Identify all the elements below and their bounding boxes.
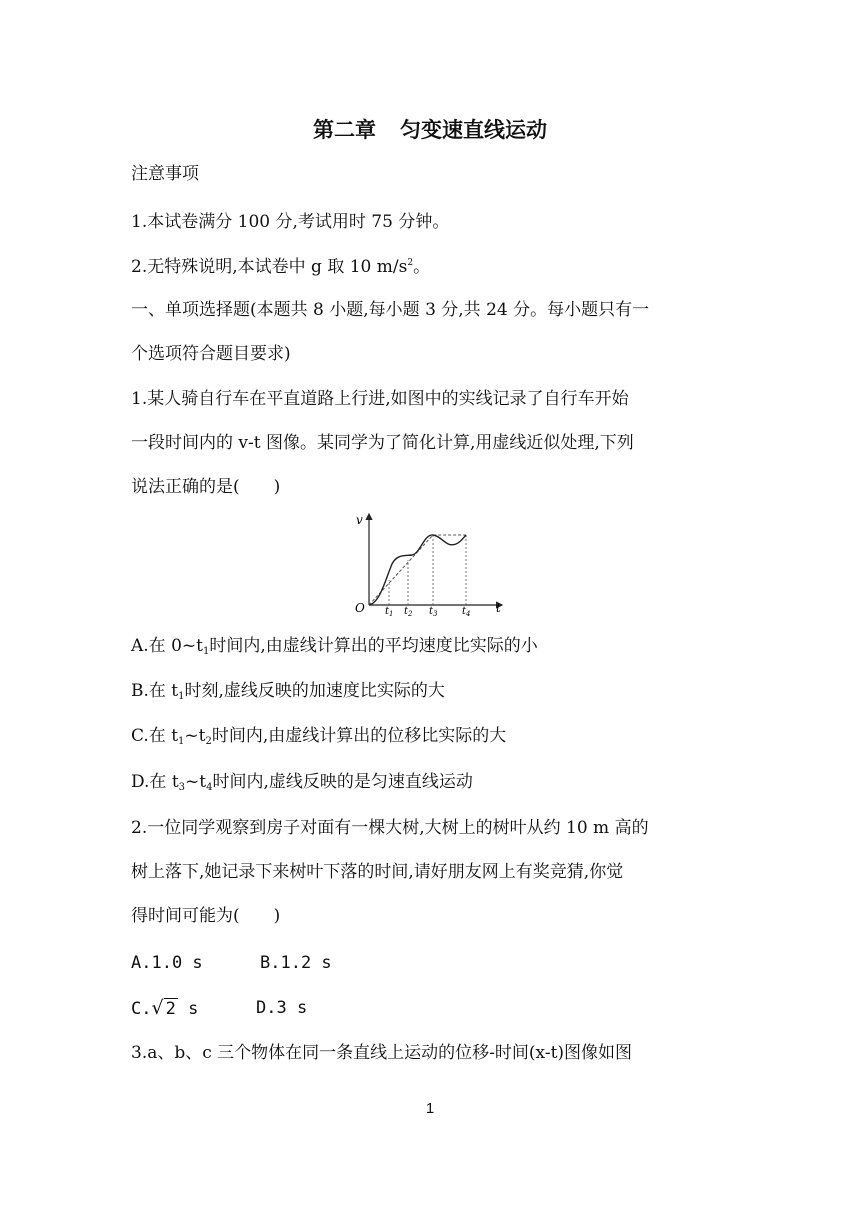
- question-1-line-2: 一段时间内的 v-t 图像。某同学为了简化计算,用虚线近似处理,下列: [131, 433, 634, 453]
- notice-item-2-exponent: 2: [407, 258, 414, 268]
- question-2-option-c: [131, 996, 198, 1021]
- notice-item-2-text: 2.无特殊说明,本试卷中 g 取 10 m/s: [131, 257, 408, 277]
- option-c-text-end: 时间内,由虚线计算出的位移比实际的大: [211, 726, 507, 746]
- option-c-sub-2: 2: [205, 736, 212, 747]
- question-3-line-1: 3.a、b、c 三个物体在同一条直线上运动的位移-时间(x-t)图像如图: [131, 1043, 633, 1063]
- option-d-text: D.在 t: [131, 772, 179, 792]
- title-chapter: 第二章: [313, 118, 376, 142]
- page-title: [0, 114, 860, 144]
- option-b-sub: 1: [178, 691, 185, 702]
- title-topic: 匀变速直线运动: [400, 118, 547, 142]
- option-d-text-end: 时间内,虚线反映的是匀速直线运动: [212, 772, 473, 792]
- option-c-sub-1: 1: [178, 736, 185, 747]
- option-b-text-end: 时刻,虚线反映的加速度比实际的大: [184, 681, 445, 701]
- notice-item-2: [131, 255, 430, 279]
- question-1-option-a: [131, 634, 538, 658]
- vt-graph-figure: [350, 508, 506, 622]
- option-a-text: A.在 0~t: [131, 636, 203, 656]
- notice-item-2-end: 。: [413, 257, 431, 277]
- question-2-option-a: A.1.0 s: [131, 953, 203, 973]
- question-1-line-1: 1.某人骑自行车在平直道路上行进,如图中的实线记录了自行车开始: [131, 389, 629, 409]
- notice-heading: 注意事项: [131, 164, 199, 184]
- option-a-text-end: 时间内,由虚线计算出的平均速度比实际的小: [209, 636, 538, 656]
- question-1-option-b: [131, 679, 445, 703]
- option-a-sub: 1: [202, 646, 210, 657]
- option-d-mid: ~t: [185, 772, 207, 792]
- tick-t1: $t_1$: [385, 606, 394, 618]
- v-axis-label: v: [356, 513, 363, 527]
- option-d-sub-2: 4: [206, 782, 213, 793]
- notice-item-1: 1.本试卷满分 100 分,考试用时 75 分钟。: [131, 212, 450, 232]
- actual-velocity-curve: [369, 535, 466, 605]
- tick-t4: $t_4$: [462, 606, 471, 618]
- option-c-text: C.在 t: [131, 726, 179, 746]
- option-d-sub-1: 3: [178, 782, 186, 793]
- question-2-option-b: B.1.2 s: [260, 953, 332, 973]
- page-number: 1: [425, 1100, 435, 1117]
- section-1-line-2: 个选项符合题目要求): [131, 344, 291, 364]
- question-1-option-c: [131, 724, 506, 748]
- radical-sign-icon: √: [151, 997, 164, 1019]
- dashed-approximation-line: [369, 535, 466, 605]
- question-2-line-1: 2.一位同学观察到房子对面有一棵大树,大树上的树叶从约 10 m 高的: [131, 818, 649, 838]
- question-2-option-d: D.3 s: [256, 998, 308, 1018]
- option-c-mid: ~t: [184, 726, 206, 746]
- option-c-label: C.: [131, 999, 152, 1019]
- option-c-unit: s: [177, 999, 199, 1019]
- tick-t2: $t_2$: [404, 606, 413, 618]
- question-1-option-d: [131, 770, 473, 794]
- t-axis-label: t: [496, 601, 501, 615]
- origin-label: O: [355, 601, 365, 615]
- tick-t3: $t_3$: [429, 606, 438, 618]
- square-root: [151, 996, 177, 1021]
- question-2-line-3: 得时间可能为( ): [131, 906, 281, 926]
- question-2-line-2: 树上落下,她记录下来树叶下落的时间,请好朋友网上有奖竞猜,你觉: [131, 862, 624, 882]
- radicand: 2: [165, 999, 176, 1019]
- option-b-text: B.在 t: [131, 681, 179, 701]
- section-1-line-1: 一、单项选择题(本题共 8 小题,每小题 3 分,共 24 分。每小题只有一: [131, 300, 650, 320]
- question-1-line-3: 说法正确的是( ): [131, 477, 281, 497]
